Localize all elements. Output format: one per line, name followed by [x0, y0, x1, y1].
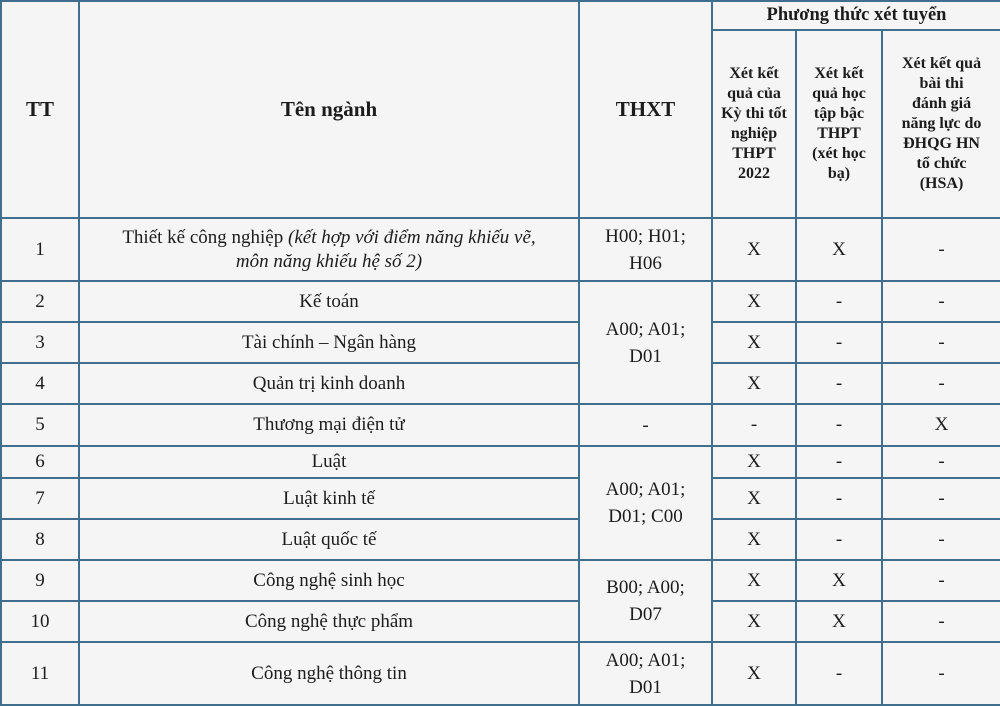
- method-transcript-cell: X: [796, 218, 882, 281]
- header-admission-methods: Phương thức xét tuyển: [712, 1, 1000, 30]
- method-hsa-cell: -: [882, 601, 1000, 642]
- method-transcript-cell: X: [796, 560, 882, 601]
- table-row: [1, 519, 1000, 560]
- row-number: 7: [1, 478, 79, 519]
- method-exam-cell: X: [712, 218, 796, 281]
- method-exam-cell: X: [712, 519, 796, 560]
- method-transcript-cell: -: [796, 322, 882, 363]
- major-name: Quản trị kinh doanh: [79, 363, 579, 404]
- method-hsa-cell: -: [882, 281, 1000, 322]
- thxt-group: -: [579, 404, 712, 446]
- method-transcript-cell: -: [796, 363, 882, 404]
- header-major-name: Tên ngành: [79, 1, 579, 218]
- method-hsa-cell: -: [882, 363, 1000, 404]
- major-name: Công nghệ thực phẩm: [79, 601, 579, 642]
- method-transcript-cell: -: [796, 478, 882, 519]
- row-number: 8: [1, 519, 79, 560]
- header-thxt: THXT: [579, 1, 712, 218]
- method-transcript-cell: X: [796, 601, 882, 642]
- major-name: Kế toán: [79, 281, 579, 322]
- row-number: 2: [1, 281, 79, 322]
- method-hsa-cell: -: [882, 218, 1000, 281]
- thxt-group: B00; A00; D07: [579, 560, 712, 642]
- table-row: [1, 601, 1000, 642]
- row-number: 9: [1, 560, 79, 601]
- table-row: [1, 642, 1000, 705]
- method-transcript-cell: -: [796, 642, 882, 705]
- table-row: [1, 560, 1000, 601]
- method-exam-cell: X: [712, 322, 796, 363]
- major-name: Luật: [79, 446, 579, 478]
- table-row: [1, 363, 1000, 404]
- major-name: Luật quốc tế: [79, 519, 579, 560]
- row-number: 10: [1, 601, 79, 642]
- method-hsa-cell: -: [882, 322, 1000, 363]
- header-tt: TT: [1, 1, 79, 218]
- method-exam-cell: X: [712, 446, 796, 478]
- table-row: [1, 218, 1000, 281]
- method-exam-cell: -: [712, 404, 796, 446]
- method-exam-cell: X: [712, 560, 796, 601]
- method-hsa-cell: -: [882, 446, 1000, 478]
- header-method-transcript: Xét kết quả học tập bậc THPT (xét học bạ): [796, 30, 882, 218]
- header-method-exam: Xét kết quả của Kỳ thi tốt nghiệp THPT 2022: [712, 30, 796, 218]
- method-transcript-cell: -: [796, 519, 882, 560]
- method-exam-cell: X: [712, 363, 796, 404]
- method-hsa-cell: -: [882, 519, 1000, 560]
- major-name: Tài chính – Ngân hàng: [79, 322, 579, 363]
- method-exam-cell: X: [712, 601, 796, 642]
- method-hsa-cell: -: [882, 560, 1000, 601]
- row-number: 11: [1, 642, 79, 705]
- major-name: Công nghệ thông tin: [79, 642, 579, 705]
- row-number: 5: [1, 404, 79, 446]
- method-exam-cell: X: [712, 478, 796, 519]
- row-number: 3: [1, 322, 79, 363]
- thxt-group: A00; A01; D01; C00: [579, 446, 712, 560]
- header-method-hsa: Xét kết quả bài thi đánh giá năng lực do ĐHQG HN tổ chức (HSA): [882, 30, 1000, 218]
- row-number: 6: [1, 446, 79, 478]
- method-exam-cell: X: [712, 642, 796, 705]
- major-name-text: Thiết kế công nghiệp: [122, 226, 288, 248]
- row-number: 1: [1, 218, 79, 281]
- thxt-group: A00; A01; D01: [579, 281, 712, 404]
- method-transcript-cell: -: [796, 446, 882, 478]
- table-row: [1, 446, 1000, 478]
- method-hsa-cell: -: [882, 642, 1000, 705]
- method-hsa-cell: -: [882, 478, 1000, 519]
- major-name: Thương mại điện tử: [79, 404, 579, 446]
- method-exam-cell: X: [712, 281, 796, 322]
- major-note: (kết hợp với điểm năng khiếu vẽ, môn năng khiếu hệ số 2): [235, 226, 536, 272]
- major-name: Luật kinh tế: [79, 478, 579, 519]
- row-number: 4: [1, 363, 79, 404]
- major-name: Công nghệ sinh học: [79, 560, 579, 601]
- thxt-group: H00; H01; H06: [579, 218, 712, 281]
- table-row: [1, 322, 1000, 363]
- thxt-group: A00; A01; D01: [579, 642, 712, 705]
- major-name: [79, 218, 579, 281]
- table-row: [1, 478, 1000, 519]
- method-transcript-cell: -: [796, 404, 882, 446]
- method-transcript-cell: -: [796, 281, 882, 322]
- table-row: [1, 281, 1000, 322]
- method-hsa-cell: X: [882, 404, 1000, 446]
- table-row: [1, 404, 1000, 446]
